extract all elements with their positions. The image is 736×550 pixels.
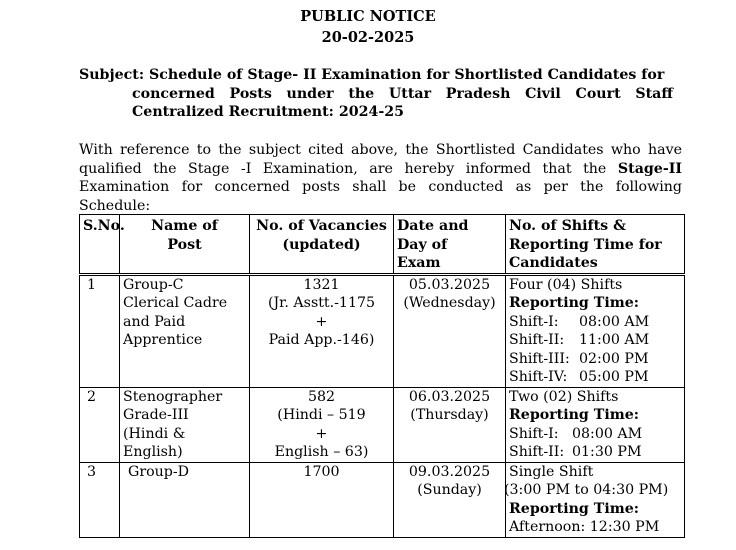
shift-item: Shift-IV: 05:00 PM (509, 369, 649, 385)
header-post: Name of Post (120, 215, 250, 275)
row-date: 05.03.2025 (Wednesday) (394, 274, 506, 387)
notice-title: PUBLIC NOTICE (300, 8, 436, 25)
intro-line-2 (79, 160, 682, 179)
intro-line-1: With reference to the subject cited above, the Shortlisted Candidates who have (79, 142, 682, 158)
row-post: Group-C Clerical Cadre and Paid Apprentice (120, 274, 250, 387)
notice-date: 20-02-2025 (321, 29, 415, 46)
shift-item: Shift-III: 02:00 PM (509, 350, 649, 367)
shift-item: Shift-I: 08:00 AM (509, 425, 643, 442)
row-sno: 1 (80, 274, 120, 387)
subject-line-1: Subject: Schedule of Stage- II Examination for Shortlisted Candidates for (79, 67, 665, 83)
row-sno: 2 (80, 387, 120, 462)
table-row (80, 387, 685, 462)
header-sno: S.No. (80, 215, 120, 275)
header-date: Date and Day of Exam (394, 215, 506, 275)
row-shifts: Two (02) Shifts Reporting Time: Shift-I: 08:00 AM Shift-II: 01:30 PM (506, 387, 685, 462)
subject-line-2: concerned Posts under the Uttar Pradesh Civil Court Staff (132, 85, 673, 102)
row-vacancies: 582 (Hindi – 519 + English – 63) (250, 387, 394, 462)
row-shifts: Single Shift (3:00 PM to 04:30 PM) Reporting Time: Afternoon: 12:30 PM (506, 462, 685, 537)
shift-item: Shift-I: 08:00 AM (509, 313, 650, 330)
row-vacancies: 1700 (250, 462, 394, 537)
row-date: 09.03.2025 (Sunday) (394, 462, 506, 537)
schedule-table (79, 214, 685, 538)
row-post: Stenographer Grade-III (Hindi & English) (120, 387, 250, 462)
table-row (80, 462, 685, 537)
intro-line-4: Schedule: (79, 197, 151, 214)
table-row (80, 274, 685, 387)
intro-line-2-text: qualified the Stage -I Examination, are hereby informed that the (79, 160, 607, 177)
subject-line-3: Centralized Recruitment: 2024-25 (132, 104, 404, 120)
intro-stage-ii: Stage-II (617, 160, 682, 177)
intro-line-3: Examination for concerned posts shall be conducted as per the following (79, 179, 682, 195)
header-shifts: No. of Shifts & Reporting Time for Candidates (506, 215, 685, 275)
row-shifts: Four (04) Shifts Reporting Time: Shift-I: 08:00 AM Shift-II: 11:00 AM Shift-III: 02:00 PM Shift-IV: 05:00 PM (506, 274, 685, 387)
intro-paragraph (79, 141, 682, 215)
row-sno: 3 (80, 462, 120, 537)
row-vacancies: 1321 (Jr. Asstt.-1175 + Paid App.-146) (250, 274, 394, 387)
row-date: 06.03.2025 (Thursday) (394, 387, 506, 462)
subject-block (79, 66, 673, 122)
shift-item: Shift-II: 01:30 PM (509, 444, 642, 460)
row-post: Group-D (120, 462, 250, 537)
header-vacancies: No. of Vacancies (updated) (250, 215, 394, 275)
shift-item: Shift-II: 11:00 AM (509, 332, 650, 348)
table-header-row (80, 215, 685, 275)
